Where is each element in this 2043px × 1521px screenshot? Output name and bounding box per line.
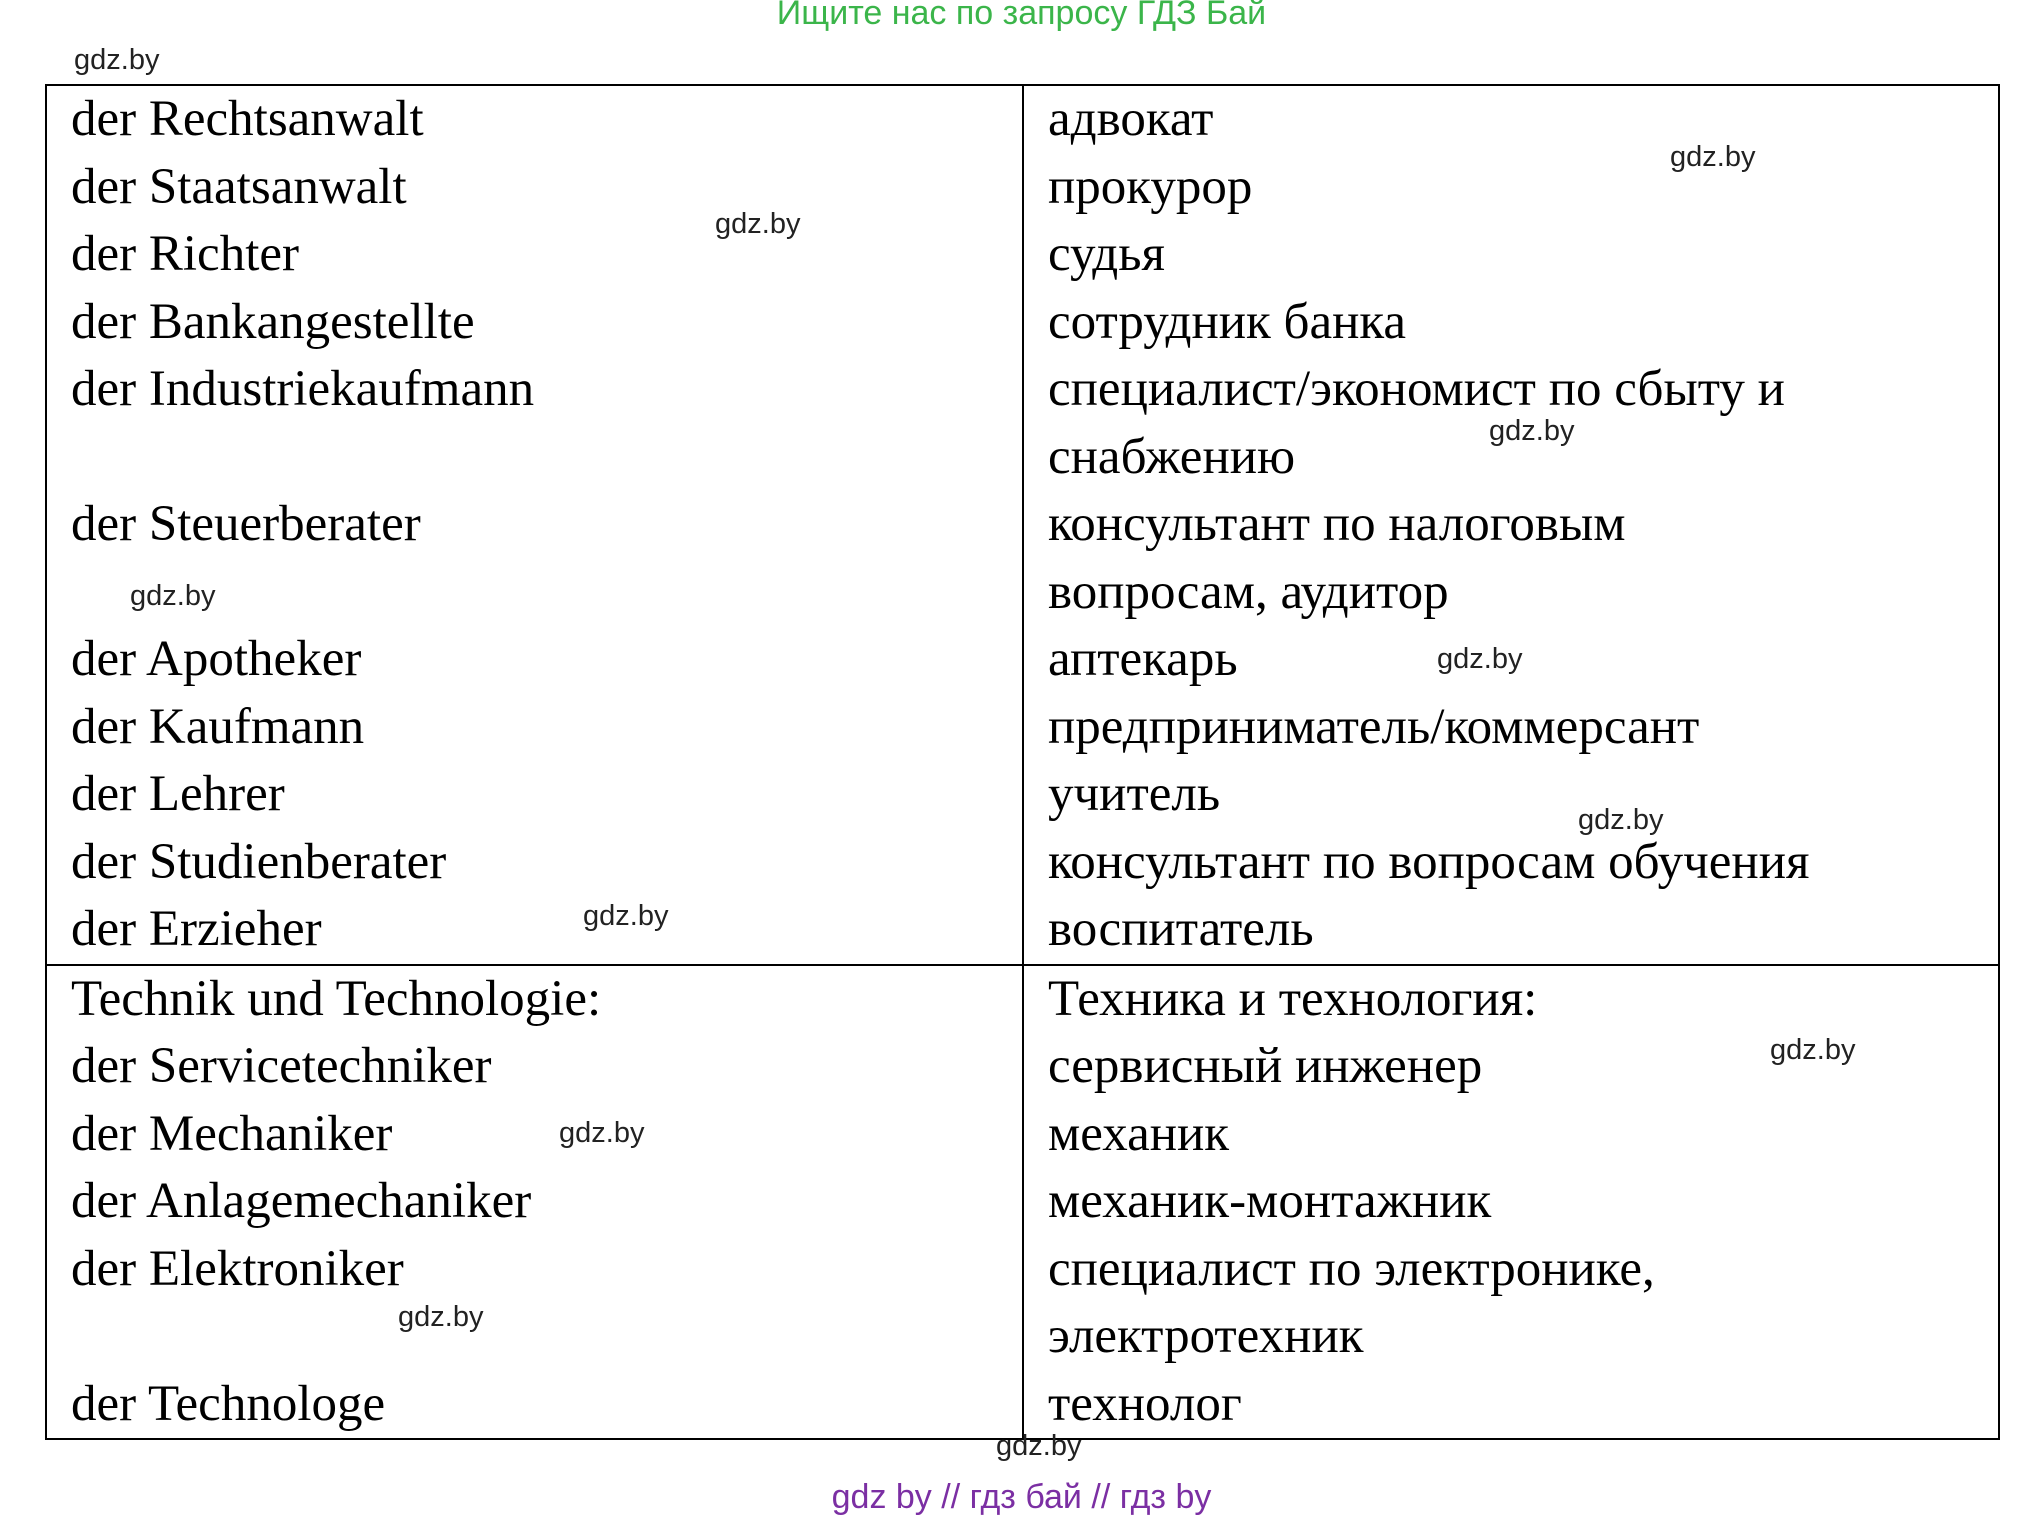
watermark: gdz.by	[130, 580, 216, 612]
german-term: der Elektroniker	[71, 1240, 404, 1297]
russian-translation: специалист по электронике,	[1048, 1240, 1655, 1297]
russian-translation: вопросам, аудитор	[1048, 563, 1449, 620]
german-term: der Bankangestellte	[71, 293, 475, 350]
section-heading: Техника и технология:	[1048, 970, 1538, 1027]
footer-banner: gdz by // гдз бай // гдз by	[831, 1478, 1212, 1516]
russian-translation: сотрудник банка	[1048, 293, 1407, 350]
german-term: der Kaufmann	[71, 698, 365, 755]
watermark: gdz.by	[398, 1301, 484, 1333]
german-term: der Industriekaufmann	[71, 361, 535, 417]
table-row	[46, 85, 1999, 965]
watermark: gdz.by	[583, 900, 669, 932]
watermark: gdz.by	[1770, 1034, 1856, 1066]
watermark: gdz.by	[996, 1430, 1082, 1462]
vocabulary-table	[45, 84, 2000, 1440]
russian-translation: электротехник	[1048, 1308, 1364, 1364]
german-term: der Steuerberater	[71, 496, 421, 552]
top-banner: Ищите нас по запросу ГДЗ Бай	[776, 0, 1267, 32]
german-term: der Rechtsanwalt	[71, 91, 424, 147]
russian-translation: адвокат	[1048, 91, 1214, 147]
german-column	[46, 85, 1023, 965]
russian-translation: снабжению	[1048, 428, 1296, 485]
russian-translation: воспитатель	[1048, 901, 1314, 957]
watermark: gdz.by	[559, 1117, 645, 1149]
section-heading: Technik und Technologie:	[71, 970, 602, 1027]
german-term	[71, 1303, 1022, 1371]
russian-translation: аптекарь	[1048, 631, 1238, 687]
german-term: der Technologe	[71, 1375, 386, 1432]
watermark: gdz.by	[1670, 141, 1756, 173]
russian-column	[1023, 85, 1999, 965]
german-term: der Mechaniker	[71, 1105, 393, 1162]
russian-translation: прокурор	[1048, 158, 1253, 215]
russian-translation: предприниматель/коммерсант	[1048, 698, 1700, 755]
watermark: gdz.by	[1437, 643, 1523, 675]
russian-translation: механик-монтажник	[1048, 1173, 1492, 1229]
german-term: der Lehrer	[71, 766, 285, 822]
german-term: der Apotheker	[71, 631, 362, 687]
german-column	[46, 965, 1023, 1440]
russian-translation: консультант по вопросам обучения	[1048, 833, 1810, 890]
russian-translation: консультант по налоговым	[1048, 496, 1626, 552]
russian-translation: специалист/экономист по сбыту и	[1048, 361, 1785, 417]
russian-translation: технолог	[1048, 1375, 1242, 1432]
russian-translation: механик	[1048, 1105, 1230, 1162]
german-term: der Staatsanwalt	[71, 158, 407, 215]
russian-translation: сервисный инженер	[1048, 1038, 1483, 1094]
russian-translation: учитель	[1048, 766, 1221, 822]
german-term: der Erzieher	[71, 901, 322, 957]
watermark: gdz.by	[74, 44, 160, 76]
watermark: gdz.by	[1489, 415, 1575, 447]
watermark: gdz.by	[1578, 804, 1664, 836]
german-term: der Studienberater	[71, 833, 447, 890]
german-term: der Richter	[71, 226, 299, 282]
watermark: gdz.by	[715, 208, 801, 240]
russian-translation: судья	[1048, 226, 1165, 282]
german-term	[71, 424, 1022, 492]
table-row	[46, 965, 1999, 1440]
german-term: der Servicetechniker	[71, 1038, 492, 1094]
german-term: der Anlagemechaniker	[71, 1173, 532, 1229]
